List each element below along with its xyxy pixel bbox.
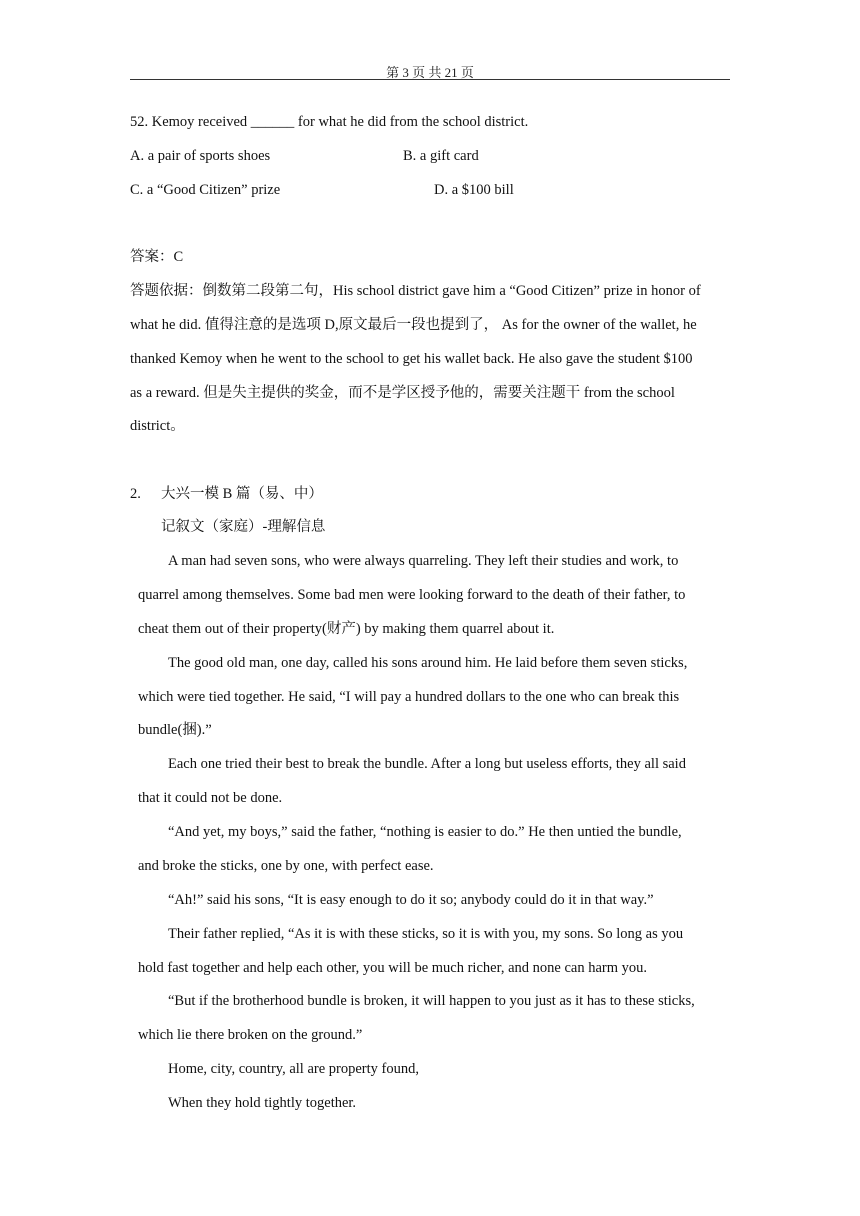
page-number-header: 第 3 页 共 21 页 [386,65,474,80]
header-divider [130,79,730,80]
passage-line: which lie there broken on the ground.” [138,1027,363,1043]
section-subtitle: 记叙文（家庭）-理解信息 [161,519,326,535]
passage-line: which were tied together. He said, “I will pay a hundred dollars to the one who can break this [138,689,680,705]
passage-line: A man had seven sons, who were always quarreling. They left their studies and work, to [168,553,679,569]
passage-line: bundle(捆).” [138,722,212,738]
passage-line: “And yet, my boys,” said the father, “nothing is easier to do.” He then untied the bundle, [168,824,682,840]
section-number: 2. [130,486,141,502]
answer-line: 答案：C [130,249,184,265]
answer-basis-line: thanked Kemoy when he went to the school to get his wallet back. He also gave the student $100 [130,351,693,367]
passage-line: Each one tried their best to break the bundle. After a long but useless efforts, they all said [168,756,686,772]
passage-line: “But if the brotherhood bundle is broken, it will happen to you just as it has to these sticks, [168,993,695,1009]
question-stem: 52. Kemoy received ______ for what he did from the school district. [130,114,529,130]
option-b: B. a gift card [403,148,479,164]
passage-line: cheat them out of their property(财产) by making them quarrel about it. [138,621,555,637]
passage-line: that it could not be done. [138,790,283,806]
passage-line: hold fast together and help each other, you will be much richer, and none can harm you. [138,960,647,976]
answer-basis-line: 答题依据：倒数第二段第二句，His school district gave him a “Good Citizen” prize in honor of [130,283,701,299]
passage-line: When they hold tightly together. [168,1095,357,1111]
passage-line: and broke the sticks, one by one, with perfect ease. [138,858,434,874]
option-a: A. a pair of sports shoes [130,148,271,164]
answer-basis-line: what he did. 值得注意的是选项 D,原文最后一段也提到了， As for the owner of the wallet, he [130,317,697,333]
passage-line: Home, city, country, all are property found, [168,1061,419,1077]
answer-basis-line: as a reward. 但是失主提供的奖金，而不是学区授予他的，需要关注题干 from the school [130,385,675,401]
passage-line: “Ah!” said his sons, “It is easy enough to do it so; anybody could do it in that way.” [168,892,654,908]
option-c: C. a “Good Citizen” prize [130,182,281,198]
option-d: D. a $100 bill [434,182,514,198]
passage-line: quarrel among themselves. Some bad men were looking forward to the death of their father, to [138,587,686,603]
section-title: 大兴一模 B 篇（易、中） [161,486,323,502]
passage-line: Their father replied, “As it is with these sticks, so it is with you, my sons. So long as you [168,926,684,942]
passage-line: The good old man, one day, called his sons around him. He laid before them seven sticks, [168,655,688,671]
answer-basis-line: district。 [130,418,185,434]
